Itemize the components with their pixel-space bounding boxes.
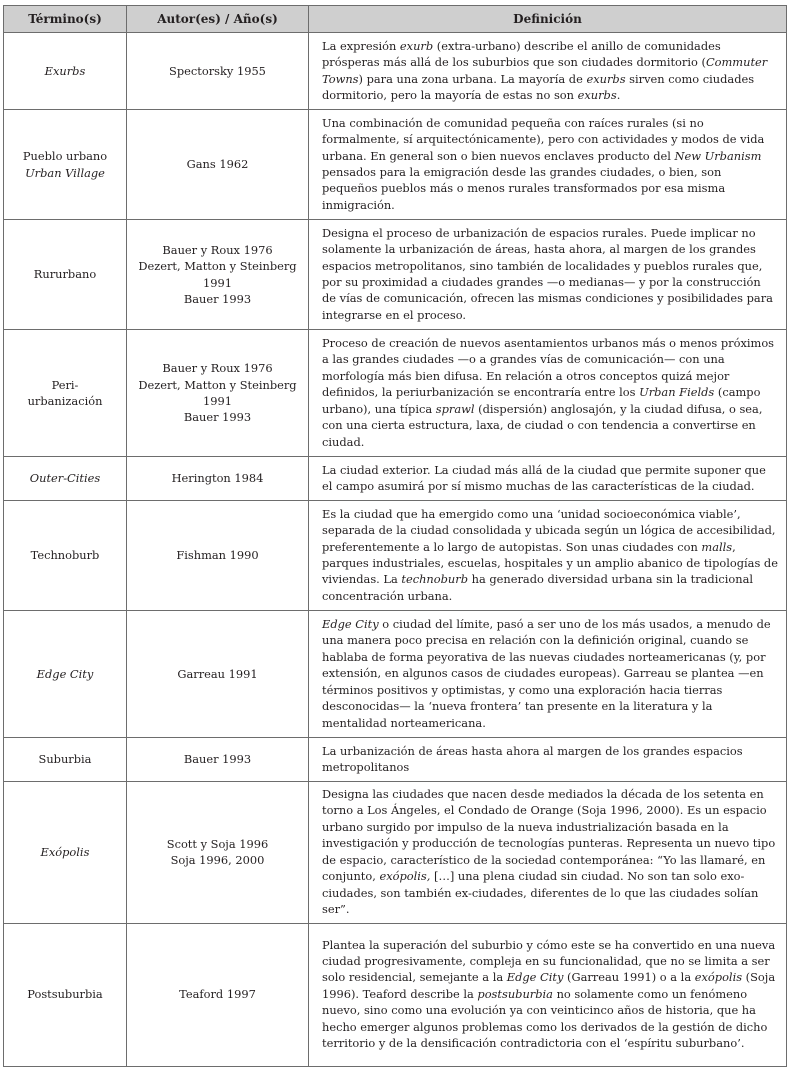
header-row	[4, 6, 787, 33]
term-cell	[4, 457, 127, 501]
terms-table	[3, 5, 787, 1067]
table-row	[4, 220, 787, 330]
table-row	[4, 330, 787, 457]
author-cell	[127, 33, 309, 110]
term-name-alt: Urban Village	[25, 165, 105, 180]
author-cell	[127, 457, 309, 501]
definition-cell: La ciudad exterior. La ciudad más allá de la ciudad que permite suponer que el campo asumirá por sí mismo muchas de las características de la ciudad.	[309, 457, 787, 501]
term-name: Outer-Cities	[29, 471, 101, 486]
table-row	[4, 923, 787, 1066]
author-cell	[127, 110, 309, 220]
definition-cell: Edge City o ciudad del límite, pasó a ser uno de los más usados, a menudo de una manera poco precisa en relación con la definición original, cuando se hablaba de forma peyorativa de las nuevas ciudades norteamericanas (y, por extensión, en algunos casos de ciudades europeas). Garreau se plantea —en términos positivos y optimistas, y como una exploración hacia tierras desconocidas— la ‘nueva frontera’ tan presente en la literatura y la mentalidad norteamericana.	[309, 611, 787, 738]
definition-cell: La expresión exurb (extra-urbano) describe el anillo de comunidades prósperas más allá de los suburbios que son ciudades dormitorio (Commuter Towns) para una zona urbana. La mayoría de exurbs sirven como ciudades dormitorio, pero la mayoría de estas no son exurbs.	[309, 33, 787, 110]
author-name: Bauer y Roux 1976	[162, 242, 273, 257]
term-cell	[4, 110, 127, 220]
author-cell	[127, 738, 309, 782]
definition-cell: Plantea la superación del suburbio y cómo este se ha convertido en una nueva ciudad progresivamente, compleja en su funcionalidad, que no se limita a ser solo residencial, semejante a la Edge City (Garreau 1991) o a la exópolis (Soja 1996). Teaford describe la postsuburbia no solamente como un fenómeno nuevo, sino como una evolución ya con veinticinco años de historia, que ha hecho emerger algunos problemas como los derivados de la gestión de dicho territorio y de la densificación contradictoria con el ‘espíritu suburbano’.	[309, 923, 787, 1066]
definition-cell: Designa el proceso de urbanización de espacios rurales. Puede implicar no solamente la urbanización de áreas, hasta ahora, al margen de los grandes espacios metropolitanos, sino también de localidades y pueblos rurales que, por su proximidad a ciudades grandes —o medianas— y por la construcción de vías de comunicación, ofrecen las mismas condiciones y posibilidades para integrarse en el proceso.	[309, 220, 787, 330]
author-name: Fishman 1990	[176, 548, 259, 563]
definition-cell: Designa las ciudades que nacen desde mediados la década de los setenta en torno a Los Ángeles, el Condado de Orange (Soja 1996, 2000). Es un espacio urbano surgido por impulso de la nueva industrialización basada en la investigación y producción de tecnologías punteras. Representa un nuevo tipo de espacio, característico de la sociedad contemporánea: “Yo las llamaré, en conjunto, exópolis, […] una plena ciudad sin ciudad. No son tan solo exo-ciudades, son también ex-ciudades, diferentes de lo que las ciudades solían ser”.	[309, 782, 787, 924]
author-name: Herington 1984	[171, 471, 264, 486]
term-cell	[4, 501, 127, 611]
author-name: Scott y Soja 1996	[166, 836, 269, 851]
term-cell	[4, 220, 127, 330]
table-row	[4, 611, 787, 738]
author-name: Garreau 1991	[177, 666, 258, 681]
term-cell	[4, 738, 127, 782]
author-name: Dezert, Matton y Steinberg 1991	[138, 259, 297, 290]
header-term: Término(s)	[4, 6, 127, 33]
term-name: Exurbs	[44, 63, 86, 78]
author-name: Soja 1996, 2000	[170, 853, 265, 868]
table-row	[4, 782, 787, 924]
author-name: Spectorsky 1955	[169, 63, 266, 78]
author-cell	[127, 501, 309, 611]
term-name: Edge City	[36, 666, 94, 681]
table-row	[4, 501, 787, 611]
definition-cell: Proceso de creación de nuevos asentamientos urbanos más o menos próximos a las grandes ciudades —o a grandes vías de comunicación— con una morfología más bien difusa. En relación a otros conceptos quizá mejor definidos, la periurbanización se encontraría entre los Urban Fields (campo urbano), una típica sprawl (dispersión) anglosajón, y la ciudad difusa, o sea, con una cierta estructura, laxa, de ciudad o con tendencia a convertirse en ciudad.	[309, 330, 787, 457]
term-cell	[4, 923, 127, 1066]
term-name: Rururbano	[33, 267, 97, 282]
table-row	[4, 738, 787, 782]
author-name: Dezert, Matton y Steinberg 1991	[138, 377, 297, 408]
header-author: Autor(es) / Año(s)	[127, 6, 309, 33]
table-row	[4, 33, 787, 110]
author-name: Teaford 1997	[179, 987, 256, 1002]
author-name: Gans 1962	[186, 157, 249, 172]
author-cell	[127, 923, 309, 1066]
term-cell	[4, 33, 127, 110]
term-name: Pueblo urbano	[22, 149, 108, 164]
author-cell	[127, 782, 309, 924]
author-name: Bauer 1993	[183, 410, 252, 425]
term-name: Peri-	[51, 377, 79, 392]
author-name: Bauer 1993	[183, 752, 252, 767]
definition-cell: Es la ciudad que ha emergido como una ‘unidad socioeconómica viable’, separada de la ciudad consolidada y ubicada según un lógica de accesibilidad, preferentemente a lo largo de autopistas. Son unas ciudades con malls, parques industriales, escuelas, hospitales y un amplio abanico de tipologías de viviendas. La technoburb ha generado diversidad urbana sin la tradicional concentración urbana.	[309, 501, 787, 611]
term-name: Postsuburbia	[27, 987, 103, 1002]
table-row	[4, 110, 787, 220]
table-row	[4, 457, 787, 501]
definition-cell: Una combinación de comunidad pequeña con raíces rurales (si no formalmente, sí arquitectónicamente), pero con actividades y modos de vida urbana. En general son o bien nuevos enclaves producto del New Urbanism pensados para la emigración desde las grandes ciudades, o bien, son pequeños pueblos más o menos rurales transformados por esa misma inmigración.	[309, 110, 787, 220]
term-cell	[4, 611, 127, 738]
author-cell	[127, 611, 309, 738]
term-name: Technoburb	[30, 548, 100, 563]
header-definition: Definición	[309, 6, 787, 33]
term-cell	[4, 782, 127, 924]
author-name: Bauer 1993	[183, 291, 252, 306]
author-name: Bauer y Roux 1976	[162, 361, 273, 376]
term-name: Suburbia	[38, 752, 92, 767]
author-cell	[127, 330, 309, 457]
term-cell	[4, 330, 127, 457]
author-cell	[127, 220, 309, 330]
term-name: urbanización	[27, 394, 103, 408]
term-name: Exópolis	[40, 845, 90, 860]
definition-cell: La urbanización de áreas hasta ahora al margen de los grandes espacios metropolitanos	[309, 738, 787, 782]
